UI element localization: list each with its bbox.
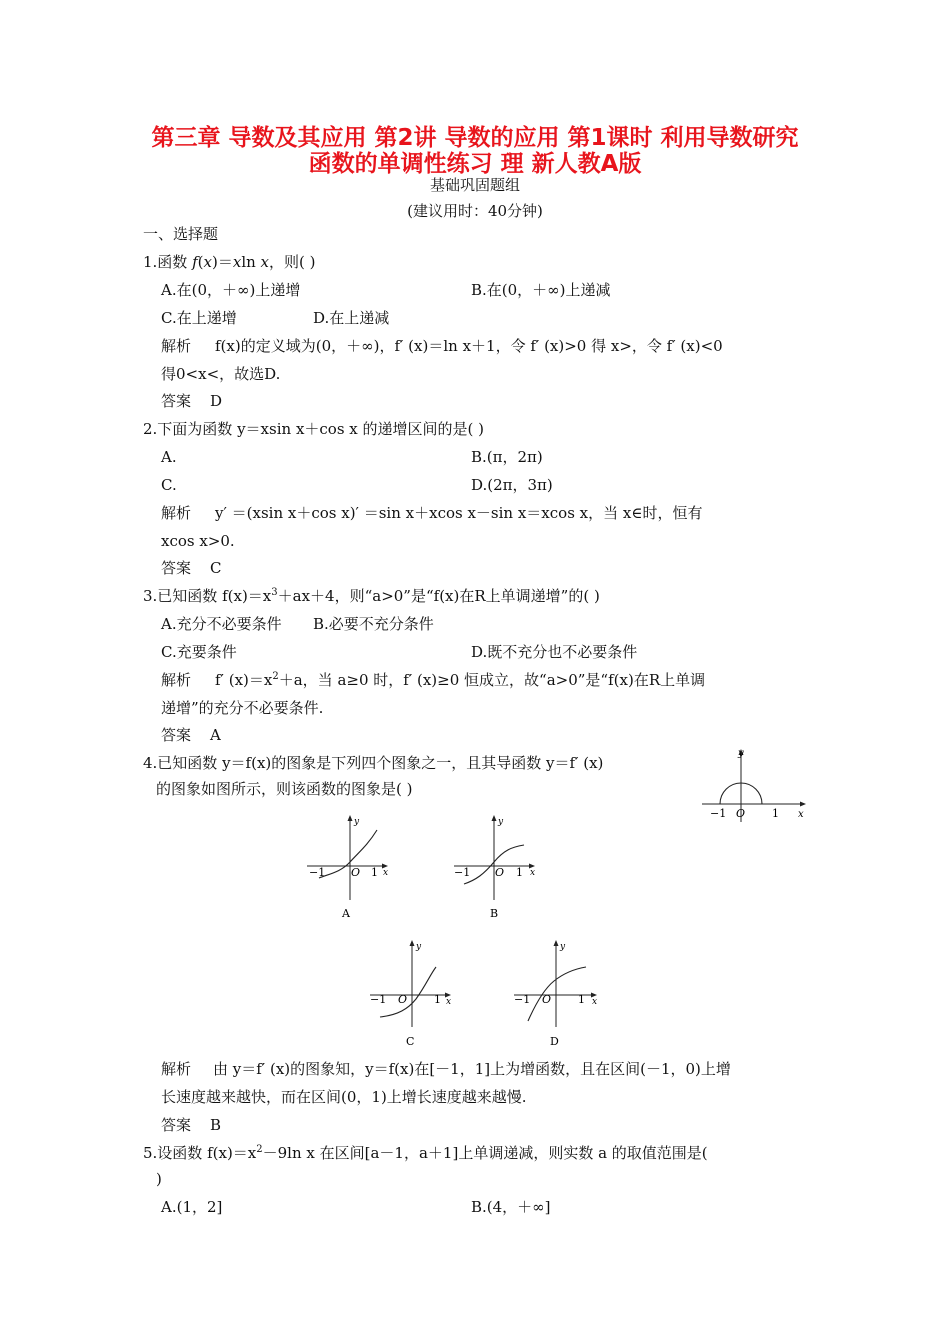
q1-option-b: B.在(0，＋∞)上递减 (471, 281, 611, 299)
tick-neg1-label: −1 (309, 866, 326, 879)
axis-x-label: x (798, 809, 804, 820)
graph-c-label: C (406, 1035, 415, 1048)
q3-option-d: D.既不充分也不必要条件 (471, 643, 638, 661)
q1-answer: D (210, 392, 223, 410)
origin-label: O (351, 866, 361, 879)
q1-option-a: A.在(0，＋∞)上递增 (161, 281, 301, 299)
q1-explanation-line-1: f(x)的定义域为(0，＋∞)，f′ (x)＝ln x＋1，令 f′ (x)>0 得 x>，令 f′ (x)<0 (215, 337, 723, 355)
axis-x-label: x (530, 868, 536, 878)
graph-option-b (452, 812, 542, 922)
graph-option-a (305, 812, 395, 922)
tick-neg1-label: −1 (710, 807, 727, 820)
q3-stem: 3.已知函数 $f(x)=x^3+ax+4$，则“a>0”是“f(x)在R上单调递增”的( ) (143, 587, 600, 605)
q2-option-c: C. (161, 476, 177, 494)
axis-x-label: x (446, 997, 452, 1007)
origin-label: O (736, 807, 746, 820)
q3-explanation-line-2: 递增”的充分不必要条件. (161, 699, 324, 717)
q4-stem-line-2: 的图象如图所示，则该函数的图象是( ) (156, 780, 413, 798)
graph-b-label: B (490, 907, 499, 920)
q2-answer: C (210, 559, 222, 577)
q2-option-d: D.(2π，3π) (471, 476, 553, 494)
tick-neg1-label: −1 (370, 993, 387, 1006)
q3-explanation-line-1: f′ $(x)=x^2+a$，当 a≥0 时，f′ (x)≥0 恒成立，故“a>0”是“f(x)在R上单调 (215, 671, 706, 689)
q5-stem-line-2: ) (156, 1170, 162, 1188)
graph-d-label: D (550, 1035, 559, 1048)
q5-option-a: A.(1，2] (161, 1198, 223, 1216)
origin-label: O (495, 866, 505, 879)
q4-answer: B (210, 1116, 222, 1134)
q3-option-a: A.充分不必要条件 (161, 615, 282, 633)
axis-y-label: y (560, 942, 566, 952)
q2-option-b: B.(π，2π) (471, 448, 543, 466)
section-subtitle: 基础巩固题组 (429, 176, 520, 194)
document-title-line-2: 函数的单调性练习 理 新人教A版 (308, 151, 642, 177)
q1-explanation-line-2: 得0<x<，故选D. (161, 365, 281, 383)
q2-explanation-label: 解析 (161, 504, 192, 522)
q3-explanation-label: 解析 (161, 671, 192, 689)
graph-option-d (512, 937, 602, 1049)
q3-answer-label: 答案 (161, 726, 192, 744)
q2-explanation-line-1: y′ ＝(xsin x＋cos x)′ ＝sin x＋xcos x－sin x＝xcos x，当 x∈时，恒有 (215, 504, 703, 522)
time-note: (建议用时：40分钟) (407, 202, 543, 220)
graph-a-label: A (342, 907, 350, 920)
axis-y-label: y (354, 817, 360, 827)
axis-x-label: x (383, 868, 389, 878)
tick-1-label: 1 (578, 993, 585, 1006)
axis-x-label: x (592, 997, 598, 1007)
origin-label: O (398, 993, 408, 1006)
q2-explanation-line-2: xcos x>0. (161, 532, 235, 550)
tick-1-label: 1 (371, 866, 378, 879)
q4-answer-label: 答案 (161, 1116, 192, 1134)
q2-stem: 2.下面为函数 y＝xsin x＋cos x 的递增区间的是( ) (143, 420, 484, 438)
q4-explanation-label: 解析 (161, 1060, 192, 1078)
derivative-graph-figure (700, 744, 812, 824)
q3-option-b: B.必要不充分条件 (313, 615, 434, 633)
axis-y-label: y (498, 817, 504, 827)
q1-answer-label: 答案 (161, 392, 192, 410)
q1-explanation-label: 解析 (161, 337, 192, 355)
q5-option-b: B.(4，＋∞] (471, 1198, 551, 1216)
q1-option-c: C.在上递增 (161, 309, 237, 327)
tick-1-label: 1 (434, 993, 441, 1006)
q2-option-a: A. (161, 448, 177, 466)
q4-stem-line-1: 4.已知函数 y＝f(x)的图象是下列四个图象之一，且其导函数 y＝f′ (x) (143, 754, 604, 772)
q5-stem: 5.设函数 $f(x)=x^2-9\ln$ x 在区间[a－1，a＋1]上单调递减，则实数 a 的取值范围是( (143, 1144, 708, 1162)
q1-option-d: D.在上递减 (313, 309, 390, 327)
q3-option-c: C.充要条件 (161, 643, 237, 661)
q1-stem: 1.函数 f(x)＝xln x，则( ) (143, 253, 316, 271)
origin-label: O (542, 993, 552, 1006)
q2-answer-label: 答案 (161, 559, 192, 577)
q4-explanation-line-1: 由 y＝f′ (x)的图象知，y＝f(x)在[－1，1]上为增函数，且在区间(－1，0)上增 (213, 1060, 731, 1078)
tick-1-label: 1 (516, 866, 523, 879)
tick-1-label: 1 (772, 807, 779, 820)
document-title-line-1: 第三章 导数及其应用 第2讲 导数的应用 第1课时 利用导数研究 (151, 125, 799, 151)
axis-y-label: y (416, 942, 422, 952)
q3-answer: A (210, 726, 221, 744)
section-heading: 一、选择题 (143, 225, 219, 243)
graph-option-c (368, 937, 458, 1049)
axis-y-label: y (738, 748, 744, 759)
tick-neg1-label: −1 (454, 866, 471, 879)
q4-explanation-line-2: 长速度越来越快，而在区间(0，1)上增长速度越来越慢. (161, 1088, 527, 1106)
tick-neg1-label: −1 (514, 993, 531, 1006)
